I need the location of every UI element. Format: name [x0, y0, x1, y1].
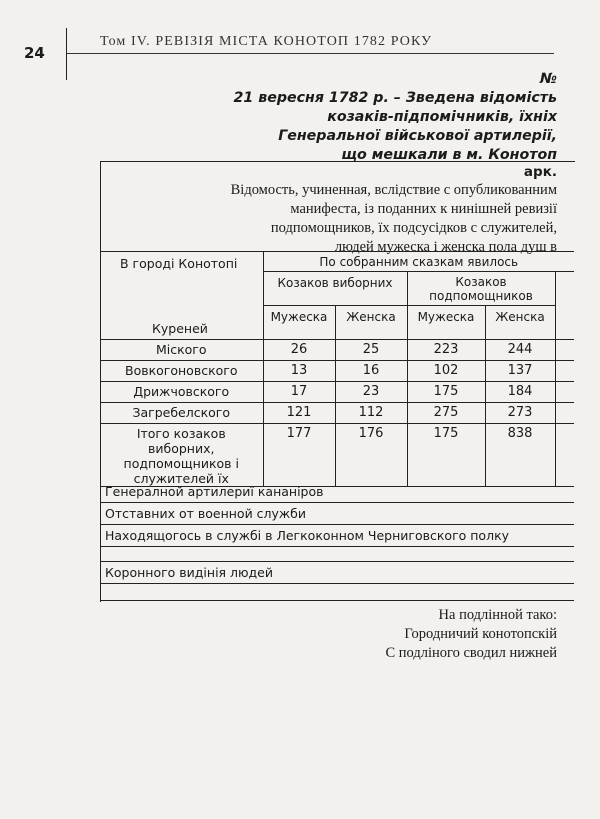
- intro-text: [231, 181, 557, 257]
- cell-value: 177: [263, 424, 335, 487]
- row-name: Вовкогоновского: [100, 361, 263, 382]
- intro-line: подпомощников, їх подсусідков с служителей,: [270, 220, 557, 236]
- cell-value: 244: [485, 340, 555, 361]
- extra-row-bottom-rule: [100, 584, 574, 601]
- intro-line: людей мужеска і женска пола душ в: [334, 239, 557, 255]
- extra-row: [100, 481, 574, 503]
- total-row-name: Ітого козаков виборних, подпомощников і служителей їх: [100, 424, 263, 487]
- footer-text: [385, 606, 557, 663]
- cell-value: 13: [263, 361, 335, 382]
- subgroup-header: Козаков виборних: [263, 272, 407, 306]
- header-rule: [66, 53, 554, 54]
- extra-row-label: Генералной артилериї кананіров: [105, 484, 324, 499]
- column-header: Женска: [485, 306, 555, 340]
- column-header: Женска: [335, 306, 407, 340]
- blank-cell: [555, 340, 574, 361]
- row-name: Міского: [100, 340, 263, 361]
- footer-line: С подліного сводил нижней: [385, 645, 557, 661]
- title-line: козаків-підпомічників, їхніх: [327, 109, 557, 125]
- cell-value: 176: [335, 424, 407, 487]
- cell-value: 23: [335, 382, 407, 403]
- cell-value: 137: [485, 361, 555, 382]
- header-vertical-rule: [66, 28, 67, 80]
- group-header: По собранним сказкам явилось: [263, 252, 574, 272]
- cell-value: 26: [263, 340, 335, 361]
- extra-row: [100, 503, 574, 525]
- folio-label: арк.: [523, 164, 557, 180]
- intro-line: Відомость, учиненная, вслідствие с опубликованним: [230, 182, 557, 198]
- corner-bottom-label: Куреней: [152, 321, 208, 336]
- blank-cell: [555, 306, 574, 340]
- cell-value: 25: [335, 340, 407, 361]
- running-header: Том IV. РЕВІЗІЯ МІСТА КОНОТОП 1782 РОКУ: [100, 34, 433, 49]
- blank-cell: [555, 361, 574, 382]
- corner-top-label: В городі Конотопі: [120, 256, 238, 271]
- row-name: Дрижчовского: [100, 382, 263, 403]
- blank-cell: [555, 382, 574, 403]
- page-number: 24: [24, 44, 45, 62]
- row-name: Загребелского: [100, 403, 263, 424]
- extra-row-label: Коронного видінія людей: [105, 565, 273, 580]
- blank-cell: [555, 424, 574, 487]
- cell-value: 184: [485, 382, 555, 403]
- cell-value: 102: [407, 361, 485, 382]
- title-line: 21 вересня 1782 р. – Зведена відомість: [233, 90, 557, 106]
- footer-line: На подлінной тако:: [438, 607, 557, 623]
- extra-row-label: Отставних от военной служби: [105, 506, 307, 521]
- extra-row: [100, 525, 574, 547]
- footer-line: Городничий конотопскій: [404, 626, 557, 642]
- cell-value: 275: [407, 403, 485, 424]
- cell-value: 175: [407, 382, 485, 403]
- blank-cell: [555, 272, 574, 306]
- cell-value: 838: [485, 424, 555, 487]
- cell-value: 112: [335, 403, 407, 424]
- column-header: Мужеска: [263, 306, 335, 340]
- cell-value: 17: [263, 382, 335, 403]
- cell-value: 16: [335, 361, 407, 382]
- document-number: №: [539, 71, 557, 87]
- extra-row-label: Находящогось в службі в Легкоконном Черниговского полку: [105, 528, 510, 543]
- cell-value: 175: [407, 424, 485, 487]
- corner-header: [100, 252, 263, 340]
- extra-row-empty: [100, 547, 574, 562]
- column-header: Мужеска: [407, 306, 485, 340]
- subgroup-header: Козаков подпомощников: [407, 272, 555, 306]
- title-line: Генеральної військової артилерії,: [278, 128, 557, 144]
- cell-value: 223: [407, 340, 485, 361]
- title-line: що мешкали в м. Конотоп: [341, 147, 557, 163]
- census-table: [100, 251, 574, 487]
- document-title: [234, 70, 557, 165]
- cell-value: 273: [485, 403, 555, 424]
- cell-value: 121: [263, 403, 335, 424]
- extra-row: [100, 562, 574, 584]
- blank-cell: [555, 403, 574, 424]
- intro-line: манифеста, із поданних к нинішней ревизії: [290, 201, 557, 217]
